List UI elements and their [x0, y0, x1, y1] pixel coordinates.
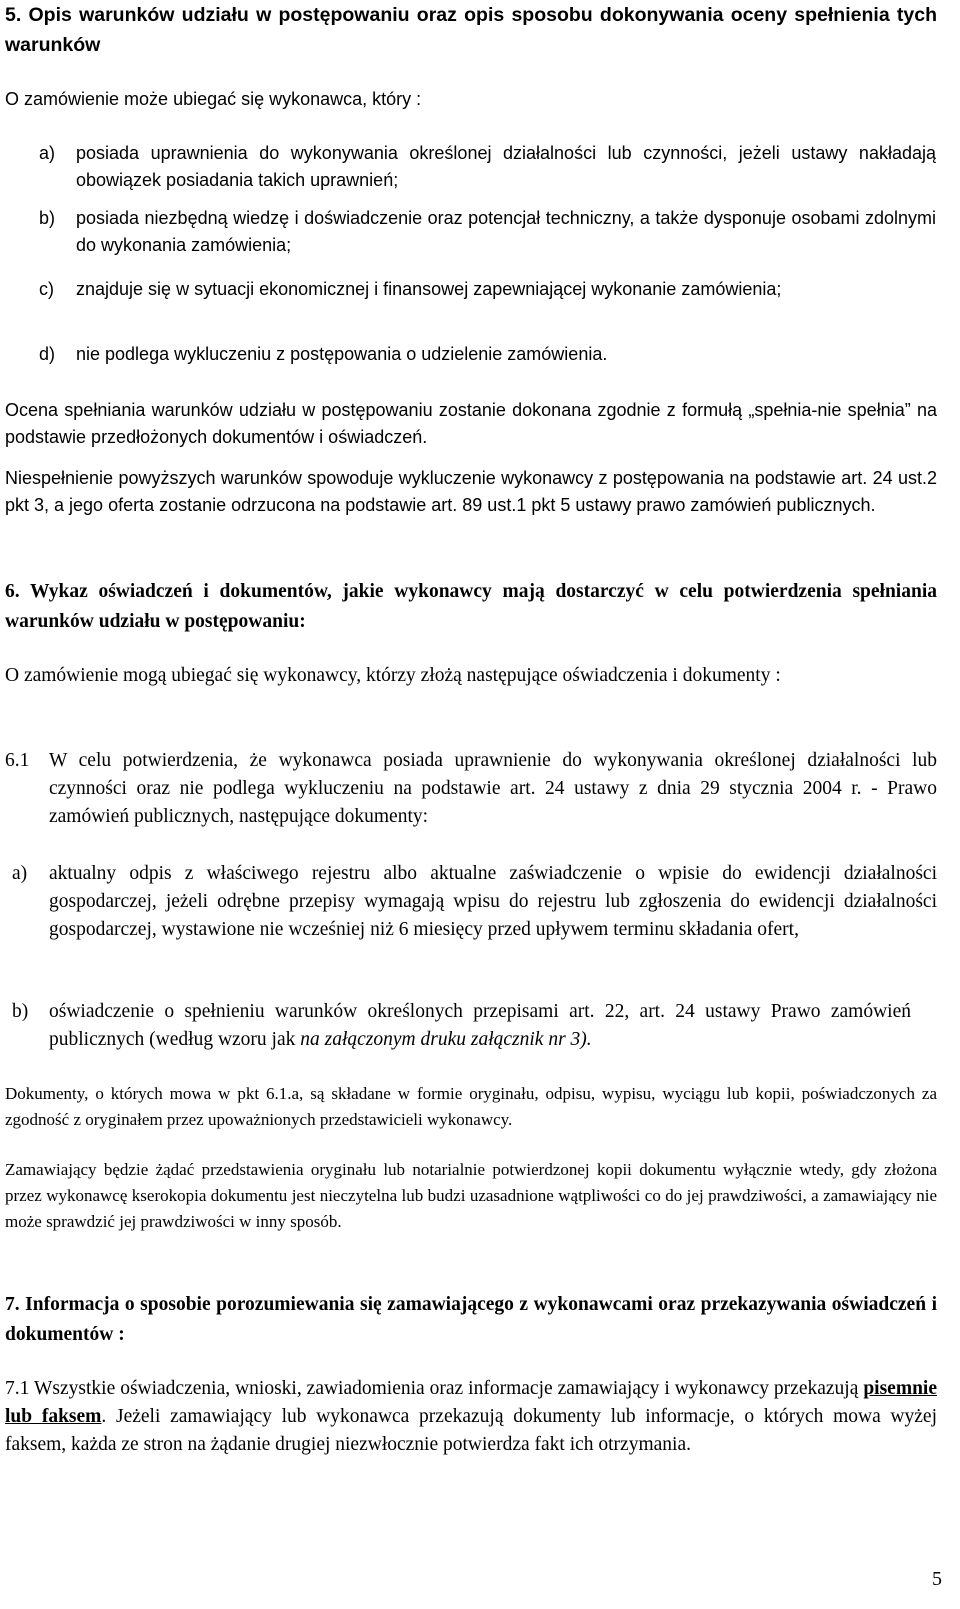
- section-7-heading: 7. Informacja o sposobie porozumiewania się zamawiającego z wykonawcami oraz przekazywania oświadczeń i dokumentów :: [5, 1294, 937, 1345]
- list-item-text: nie podlega wykluczeniu z postępowania o udzielenie zamówienia.: [76, 344, 608, 364]
- section-6-intro: O zamówienie mogą ubiegać się wykonawcy, którzy złożą następujące oświadczenia i dokumenty :: [5, 665, 781, 686]
- point-6-1-label: 6.1: [5, 750, 30, 771]
- point-7-1-text: [5, 1375, 937, 1459]
- point-7-1-emphasis: pisemnie lub faksem: [5, 1378, 937, 1427]
- list-item-text: posiada niezbędną wiedzę i doświadczenie oraz potencjał techniczny, a także dysponuje osobami zdolnymi do wykonania zamówienia;: [76, 208, 936, 255]
- page-number: 5: [932, 1568, 942, 1590]
- list-item-text: posiada uprawnienia do wykonywania określonej działalności lub czynności, jeżeli ustawy nakładają obowiązek posiadania takich uprawnień;: [76, 143, 936, 190]
- list-item-label: a): [12, 863, 28, 884]
- list-item-label: b): [39, 208, 56, 228]
- point-7-1-part1: 7.1 Wszystkie oświadczenia, wnioski, zawiadomienia oraz informacje zamawiający i wykonawcy przekazują: [5, 1378, 864, 1399]
- list-item-text: [49, 998, 911, 1054]
- item-b-italic: na załączonym druku załącznik nr 3).: [300, 1029, 592, 1050]
- list-item-text: znajduje się w sytuacji ekonomicznej i finansowej zapewniającej wykonanie zamówienia;: [76, 279, 782, 299]
- list-item-label: a): [39, 143, 56, 163]
- list-item-label: d): [39, 344, 56, 364]
- paragraph-zamawiajacy: Zamawiający będzie żądać przedstawienia oryginału lub notarialnie potwierdzonej kopii dokumentu wyłącznie wtedy, gdy złożona przez wykonawcę kserokopia dokumentu jest nieczytelna lub budzi uzasadnione wątpliwości co do jej prawdziwości, a zamawiający nie może sprawdzić jej prawdziwości w inny sposób.: [5, 1160, 937, 1231]
- section-5-heading: 5. Opis warunków udziału w postępowaniu oraz opis sposobu dokonywania oceny spełnienia tych warunków: [5, 4, 937, 56]
- list-item-text: aktualny odpis z właściwego rejestru albo aktualne zaświadczenie o wpisie do ewidencji działalności gospodarczej, jeżeli odrębne przepisy wymagają wpisu do rejestru lub zgłoszenia do ewidencji działalności gospodarczej, wystawione nie wcześniej niż 6 miesięcy przed upływem terminu składania ofert,: [49, 863, 937, 940]
- paragraph-ocena: Ocena spełniania warunków udziału w postępowaniu zostanie dokonana zgodnie z formułą „spełnia-nie spełnia” na podstawie przedłożonych dokumentów i oświadczeń.: [5, 400, 937, 447]
- item-b-text: oświadczenie o spełnieniu warunków określonych przepisami art. 22, art. 24 ustawy Prawo zamówień publicznych (według wzoru jak: [49, 1001, 911, 1050]
- paragraph-niespelnienie: Niespełnienie powyższych warunków spowoduje wykluczenie wykonawcy z postępowania na podstawie art. 24 ust.2 pkt 3, a jego oferta zostanie odrzucona na podstawie art. 89 ust.1 pkt 5 ustawy prawo zamówień publicznych.: [5, 468, 937, 515]
- section-6-heading: 6. Wykaz oświadczeń i dokumentów, jakie wykonawcy mają dostarczyć w celu potwierdzenia spełniania warunków udziału w postępowaniu:: [5, 581, 937, 632]
- section-5-intro: O zamówienie może ubiegać się wykonawca, który :: [5, 89, 422, 109]
- list-item-label: c): [39, 279, 54, 299]
- list-item-label: b): [12, 1001, 29, 1022]
- point-7-1-part2: . Jeżeli zamawiający lub wykonawca przekazują dokumenty lub informacje, o których mowa wyżej faksem, każda ze stron na żądanie drugiej niezwłocznie potwierdza fakt ich otrzymania.: [5, 1406, 937, 1455]
- point-6-1-text: W celu potwierdzenia, że wykonawca posiada uprawnienie do wykonywania określonej działalności lub czynności oraz nie podlega wykluczeniu na podstawie art. 24 ustawy z dnia 29 stycznia 2004 r. - Prawo zamówień publicznych, następujące dokumenty:: [49, 750, 937, 827]
- paragraph-dokumenty: Dokumenty, o których mowa w pkt 6.1.a, są składane w formie oryginału, odpisu, wypisu, wyciągu lub kopii, poświadczonych za zgodność z oryginałem przez upoważnionych przedstawicieli wykonawcy.: [5, 1084, 937, 1129]
